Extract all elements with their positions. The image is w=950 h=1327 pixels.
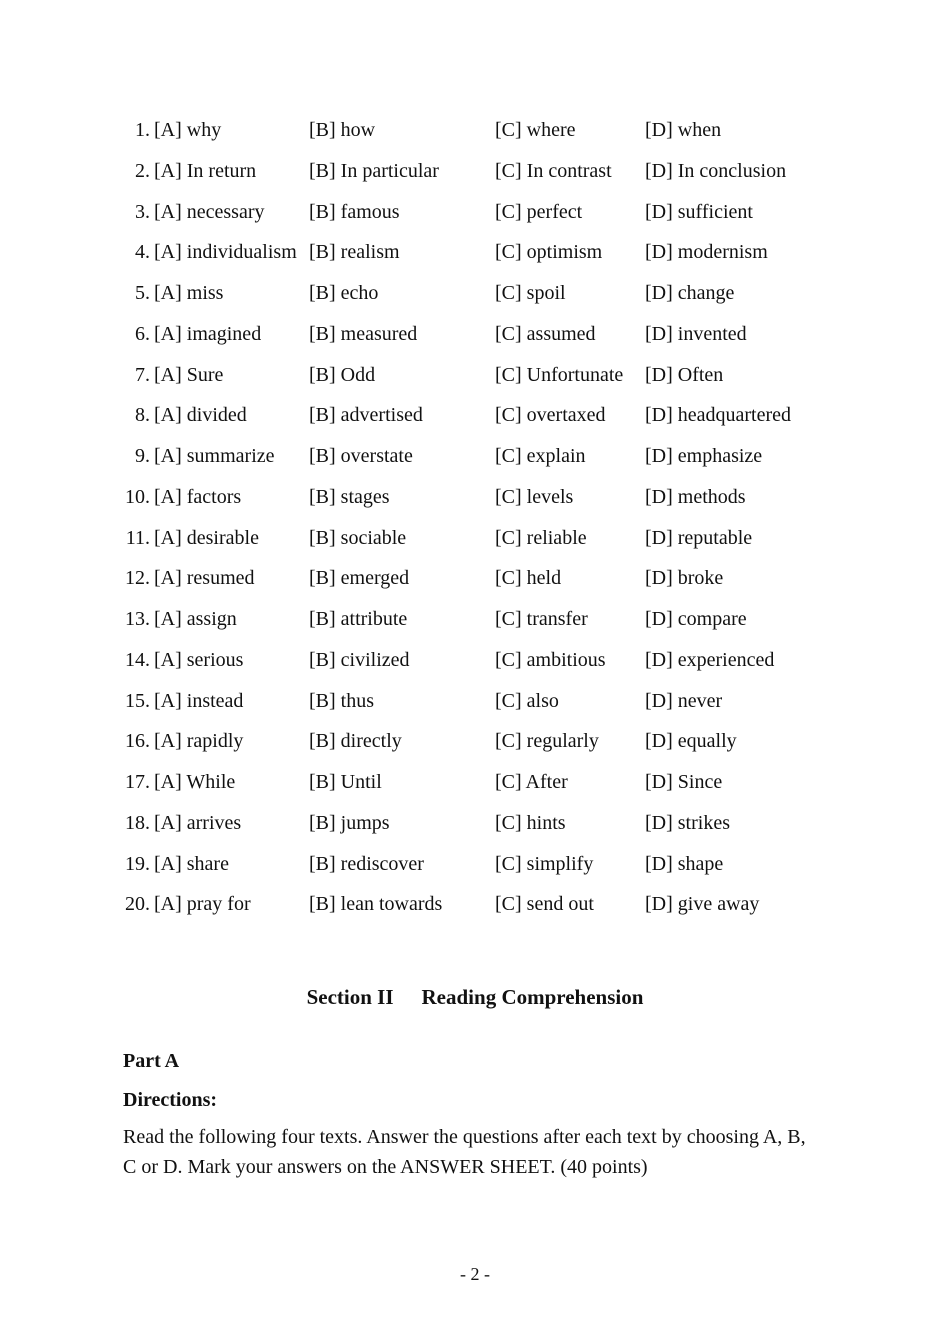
question-row (0, 721, 950, 762)
option-a: [A] imagined (154, 322, 262, 345)
question-number: 5. (135, 282, 150, 304)
question-row (0, 151, 950, 192)
option-b: [B] directly (309, 730, 402, 753)
option-a: [A] rapidly (154, 730, 244, 753)
option-d: [D] shape (645, 852, 724, 875)
question-row (0, 273, 950, 314)
question-row (0, 355, 950, 396)
option-a: [A] In return (154, 159, 257, 182)
question-row (0, 844, 950, 885)
question-number: 1. (135, 119, 150, 141)
option-b: [B] jumps (309, 811, 390, 834)
question-row (0, 558, 950, 599)
option-d: [D] Since (645, 771, 723, 793)
option-c: [C] spoil (495, 282, 566, 304)
option-c: [C] perfect (495, 200, 583, 223)
option-c: [C] assumed (495, 322, 596, 345)
option-a: [A] resumed (154, 567, 255, 590)
question-row (0, 681, 950, 722)
option-b: [B] how (309, 119, 376, 141)
option-b: [B] In particular (309, 159, 439, 182)
question-row (0, 762, 950, 803)
option-b: [B] lean towards (309, 893, 443, 916)
question-row (0, 803, 950, 844)
question-row (0, 110, 950, 151)
option-b: [B] famous (309, 200, 400, 223)
question-row (0, 884, 950, 925)
question-row (0, 599, 950, 640)
question-number: 13. (125, 608, 150, 630)
option-c: [C] regularly (495, 730, 599, 753)
question-row (0, 436, 950, 477)
question-row (0, 232, 950, 273)
option-d: [D] Often (645, 363, 724, 386)
section-title: Reading Comprehension (421, 985, 644, 1009)
option-c: [C] reliable (495, 526, 587, 549)
option-c: [C] levels (495, 485, 574, 508)
question-number: 19. (125, 852, 150, 875)
option-c: [C] ambitious (495, 648, 606, 671)
option-d: [D] methods (645, 485, 746, 508)
question-number: 12. (125, 567, 150, 590)
question-number: 9. (135, 445, 150, 467)
option-b: [B] Until (309, 771, 382, 793)
option-a: [A] assign (154, 608, 237, 630)
option-d: [D] invented (645, 322, 747, 345)
option-c: [C] In contrast (495, 159, 612, 182)
question-row (0, 640, 950, 681)
option-d: [D] give away (645, 893, 760, 916)
option-d: [D] strikes (645, 811, 730, 834)
option-a: [A] While (154, 771, 236, 793)
option-a: [A] pray for (154, 893, 251, 916)
question-number: 11. (125, 526, 150, 549)
part-heading: Part A (123, 1050, 180, 1072)
option-d: [D] never (645, 689, 723, 712)
option-c: [C] send out (495, 893, 594, 916)
option-a: [A] arrives (154, 811, 242, 834)
question-number: 7. (135, 363, 150, 386)
option-d: [D] In conclusion (645, 159, 787, 182)
question-row (0, 518, 950, 559)
option-c: [C] hints (495, 811, 566, 834)
question-number: 15. (125, 689, 150, 712)
section-heading (0, 982, 950, 1012)
option-b: [B] emerged (309, 567, 410, 590)
question-number: 17. (125, 771, 150, 793)
option-a: [A] why (154, 119, 222, 141)
option-a: [A] necessary (154, 200, 265, 223)
option-b: [B] thus (309, 689, 374, 712)
option-b: [B] rediscover (309, 852, 424, 875)
option-d: [D] broke (645, 567, 724, 590)
option-c: [C] explain (495, 445, 586, 467)
option-b: [B] attribute (309, 608, 408, 630)
question-number: 14. (125, 648, 150, 671)
cloze-choices-list (0, 110, 950, 925)
option-d: [D] experienced (645, 648, 775, 671)
option-d: [D] headquartered (645, 404, 792, 427)
option-b: [B] advertised (309, 404, 423, 427)
option-b: [B] echo (309, 282, 379, 304)
option-d: [D] reputable (645, 526, 753, 549)
option-c: [C] overtaxed (495, 404, 606, 427)
option-c: [C] also (495, 689, 559, 712)
question-number: 6. (135, 322, 150, 345)
option-c: [C] transfer (495, 608, 588, 630)
option-a: [A] serious (154, 648, 244, 671)
section-number: Section II (306, 985, 394, 1009)
option-b: [B] Odd (309, 363, 376, 386)
option-d: [D] equally (645, 730, 737, 753)
option-c: [C] simplify (495, 852, 594, 875)
option-d: [D] change (645, 282, 735, 304)
question-number: 4. (135, 241, 150, 264)
option-a: [A] individualism (154, 241, 297, 264)
option-a: [A] share (154, 852, 229, 875)
option-a: [A] instead (154, 689, 244, 712)
option-b: [B] measured (309, 322, 418, 345)
option-b: [B] stages (309, 485, 390, 508)
question-number: 20. (125, 893, 150, 916)
question-number: 3. (135, 200, 150, 223)
option-b: [B] overstate (309, 445, 413, 467)
option-d: [D] emphasize (645, 445, 763, 467)
option-d: [D] compare (645, 608, 747, 630)
option-a: [A] divided (154, 404, 247, 427)
option-b: [B] realism (309, 241, 400, 264)
question-number: 2. (135, 159, 150, 182)
directions-text: Read the following four texts. Answer the questions after each text by choosing A, B, C or D. Mark your answers on the ANSWER SHEET. (40 points) (123, 1126, 806, 1178)
option-a: [A] desirable (154, 526, 259, 549)
question-number: 10. (125, 485, 150, 508)
question-number: 8. (135, 404, 150, 427)
question-row (0, 395, 950, 436)
option-c: [C] After (495, 771, 568, 793)
question-row (0, 477, 950, 518)
question-row (0, 192, 950, 233)
option-b: [B] sociable (309, 526, 407, 549)
option-a: [A] summarize (154, 445, 275, 467)
question-row (0, 314, 950, 355)
option-a: [A] miss (154, 282, 224, 304)
option-c: [C] where (495, 119, 576, 141)
question-number: 16. (125, 730, 150, 753)
option-a: [A] Sure (154, 363, 224, 386)
option-d: [D] modernism (645, 241, 768, 264)
option-d: [D] sufficient (645, 200, 753, 223)
option-a: [A] factors (154, 485, 242, 508)
option-d: [D] when (645, 119, 722, 141)
option-c: [C] optimism (495, 241, 603, 264)
option-c: [C] held (495, 567, 562, 590)
page-number: - 2 - (460, 1264, 490, 1284)
option-b: [B] civilized (309, 648, 410, 671)
option-c: [C] Unfortunate (495, 363, 624, 386)
question-number: 18. (125, 811, 150, 834)
directions-label: Directions: (123, 1089, 218, 1111)
